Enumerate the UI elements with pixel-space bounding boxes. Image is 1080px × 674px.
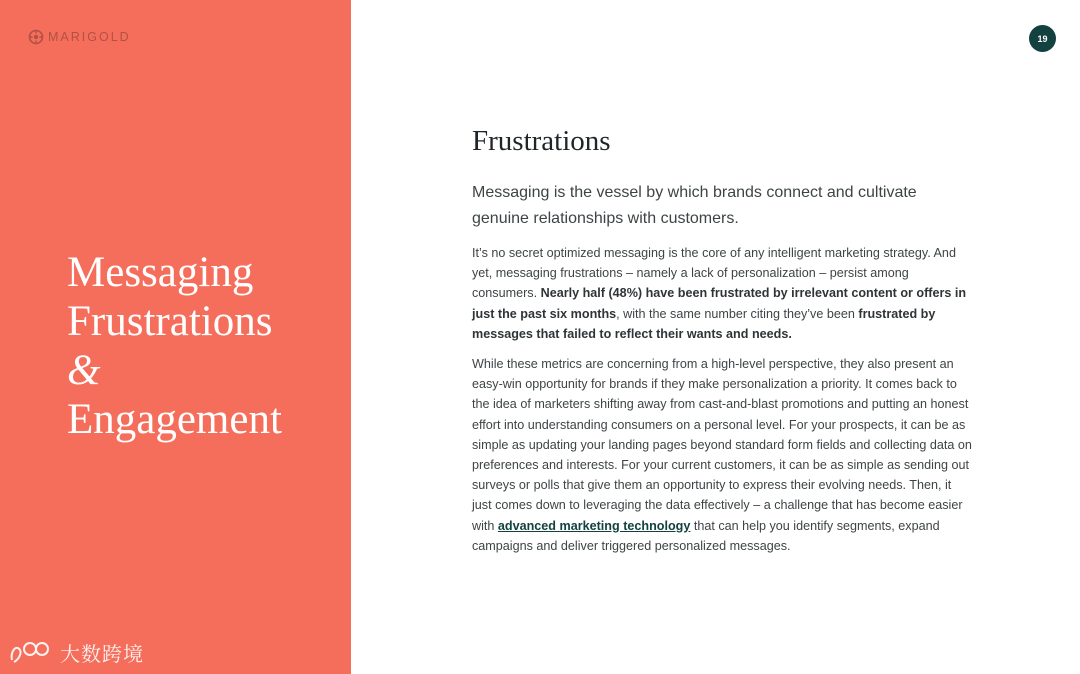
body-paragraph-1 — [472, 243, 972, 344]
body-paragraph-2 — [472, 354, 972, 556]
body-text: that can help you identify segments, expand campaigns and deliver triggered personalized messages. — [472, 518, 940, 553]
lead-paragraph: Messaging is the vessel by which brands connect and cultivate genuine relationships with customers. — [472, 184, 917, 227]
marketing-technology-link[interactable]: advanced marketing technology — [497, 518, 691, 533]
section-title-line: Engagement — [67, 396, 282, 443]
section-title — [67, 248, 337, 444]
brand-logo — [28, 29, 131, 45]
body-text: While these metrics are concerning from a high-level perspective, they also present an easy-win opportunity for brands if they make personalization a priority. It comes back to the idea of marketers shifting away from cast-and-blast promotions and putting an honest effort into understanding consumers on a personal level. For your prospects, it can be as simple as updating your landing pages beyond standard form fields and collecting data on preferences and interests. For your current customers, it can be as simple as sending out surveys or polls that give them an opportunity to express their evolving needs. Then, it just comes down to leveraging the data effectively – a challenge that has become easier with — [472, 357, 972, 533]
section-title-ampersand: & — [67, 347, 101, 394]
watermark — [8, 638, 144, 667]
page-heading: Frustrations — [472, 125, 611, 157]
section-cover-panel — [0, 0, 351, 674]
main-content — [472, 122, 972, 556]
brand-logo-text: MARIGOLD — [48, 30, 131, 44]
marigold-flower-icon — [28, 29, 44, 45]
watermark-text: 大数跨境 — [60, 642, 144, 666]
section-title-line: Frustrations — [67, 298, 273, 345]
page-number-badge: 19 — [1029, 25, 1056, 52]
section-title-line: Messaging — [67, 249, 254, 296]
watermark-logo-icon — [8, 640, 54, 666]
highlight-stat: Nearly half (48%) have been frustrated by irrelevant content or offers in just the past six months — [472, 286, 967, 321]
body-text: It’s no secret optimized messaging is the core of any intelligent marketing strategy. And yet, messaging frustrations – namely a lack of personalization – persist among consumers. — [472, 246, 956, 301]
highlight-stat: frustrated by messages that failed to reflect their wants and needs. — [472, 306, 936, 341]
body-text: , with the same number citing they’ve been — [616, 306, 859, 321]
